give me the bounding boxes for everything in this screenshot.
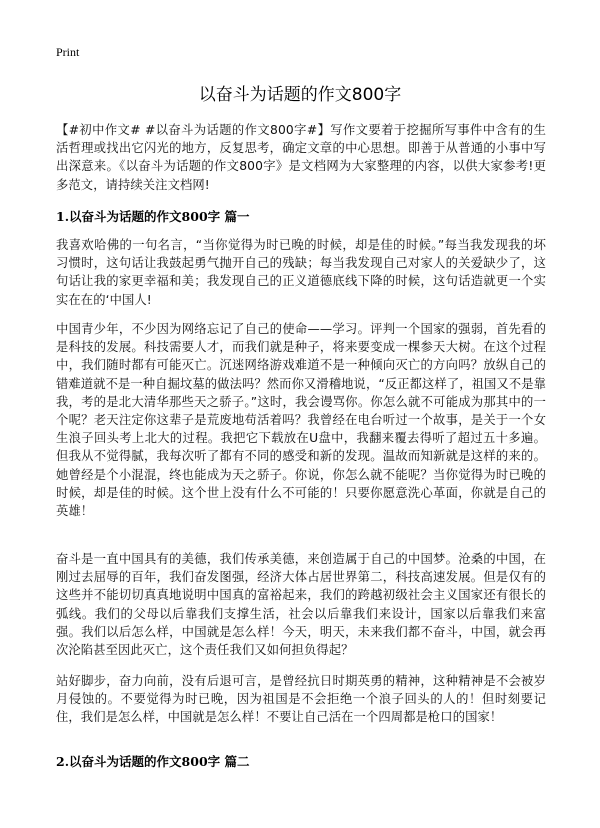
section-heading-1: 1.以奋斗为话题的作文800字 篇一 [56, 209, 250, 224]
section-1-paragraph-2: 中国青少年，不少因为网络忘记了自己的使命——学习。评判一个国家的强弱，首先看的是科技的发展。科技需要人才，而我们就是种子，将来要变成一棵参天大树。在这个过程中，我们随时都有可能灭亡。沉迷网络游戏难道不是一种倾向灭亡的方向吗？放纵自己的错难道就不是一种自掘坟墓的做法吗？然而你又滑稽地说，“反正都这样了，祖国又不是靠我，考的是北大清华那些天之骄子。”这时，我会谩骂你。你怎么就不可能成为那其中的一个呢？老天注定你这辈子是荒废地苟活着吗？我曾经在电台听过一个故事，是关于一个女生浪子回头考上北大的过程。我把它下载放在U盘中，我翻来覆去得听了超过五十多遍。但我从不觉得腻，我每次听了都有不同的感受和新的发现。温故而知新就是这样的来的。她曾经是个小混混，终也能成为天之骄子。你说，你怎么就不能呢？当你觉得为时已晚的时候，却是佳的时候。这个世上没有什么不可能的！只要你愿意洗心革面，你就是自己的英雄！ [56, 322, 546, 519]
section-1-paragraph-1: 我喜欢哈佛的一句名言，“当你觉得为时已晚的时候，却是佳的时候。”每当我发现我的坏习惯时，这句话让我鼓起勇气抛开自己的残缺；每当我发现自己对家人的关爱缺少了，这句话让我的家更幸福和美；我发现自己的正义道德底线下降的时候，这句话造就更一个实实在在的‘中国人! [56, 238, 546, 307]
intro-paragraph: 【#初中作文# #以奋斗为话题的作文800字#】写作文要着于挖掘所写事件中含有的生活哲理或找出它闪光的地方，反复思考，确定文章的中心思想。即善于从普通的小事中写出深意来。《以奋斗为话题的作文800字》是文档网为大家整理的内容，以供大家参考!更多范文，请持续关注文档网! [56, 123, 546, 192]
section-1-paragraph-3: 奋斗是一直中国具有的美德，我们传承美德，来创造属于自己的中国梦。沧桑的中国，在刚过去屈辱的百年，我们奋发图强，经济大体占居世界第二，科技高速发展。但是仅有的这些并不能切切真真地说明中国真的富裕起来，我们的跨越初级社会主义国家还有很长的弧线。我们的父母以后靠我们支撑生活，社会以后靠我们来设计，国家以后靠我们来富强。我们以后怎么样，中国就是怎么样！今天，明天，未来我们都不奋斗，中国，就会再次沦陷甚至因此灭亡，这个责任我们又如何担负得起？ [56, 552, 546, 658]
section-1-paragraph-4: 站好脚步，奋力向前，没有后退可言，是曾经抗日时期英勇的精神，这种精神是不会被岁月侵蚀的。不要觉得为时已晚，因为祖国是不会拒绝一个浪子回头的人的！但时刻要记住，我们是怎么样，中国就是怎么样！不要让自己活在一个四周都是枪口的国家！ [56, 674, 546, 725]
section-heading-2: 2.以奋斗为话题的作文800字 篇二 [56, 754, 250, 769]
print-button[interactable]: Print [56, 45, 80, 59]
document-title: 以奋斗为话题的作文800字 [198, 85, 402, 105]
